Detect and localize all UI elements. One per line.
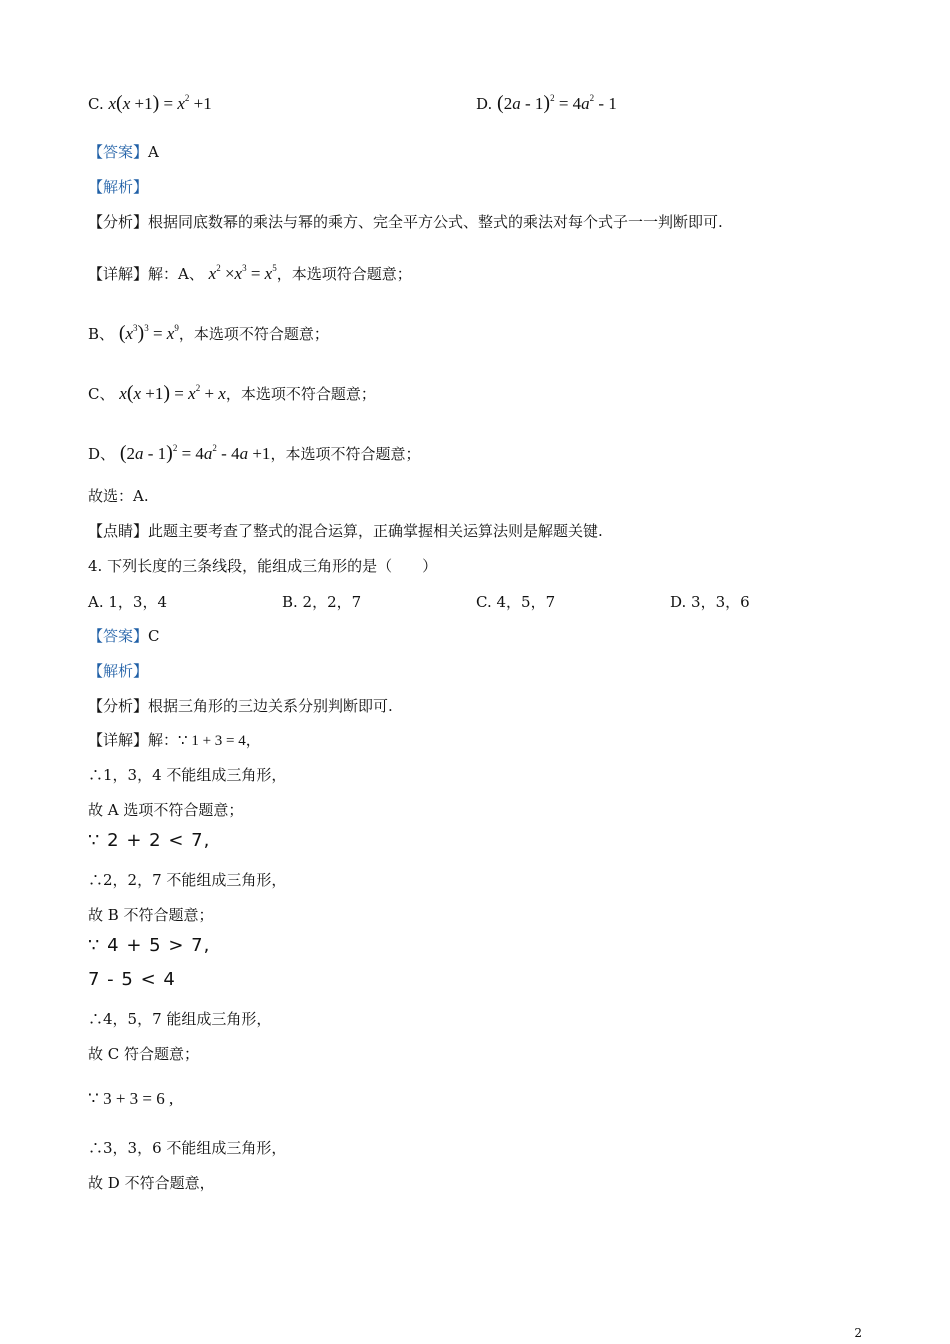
option-c-label: C. xyxy=(88,95,104,113)
q4-option-c: C. 4，5，7 xyxy=(476,593,556,611)
q3-answer xyxy=(88,142,159,162)
step-c-prefix: C、 xyxy=(88,385,115,403)
option-d xyxy=(476,92,617,115)
option-c-expression: $x(x +1) = x^2 +1$ xyxy=(108,92,212,114)
q4-c-verdict: 故 C 符合题意； xyxy=(88,1045,200,1063)
answer-tag: 【答案】 xyxy=(88,143,149,161)
step-b-comment: ，本选项不符合题意； xyxy=(178,325,329,343)
q4-answer xyxy=(88,626,160,646)
q4-eq-c2: 7 - 5 < 4 xyxy=(88,969,176,990)
q4-jiexi-tag: 【解析】 xyxy=(88,662,149,680)
fenxi-text: 根据同底数幂的乘法与幂的乘方、完全平方公式、整式的乘法对每个式子一一判断即可. xyxy=(148,213,723,231)
q3-step-d xyxy=(88,438,420,464)
q4-eq-d: ∵ 3 + 3 = 6 , xyxy=(88,1089,174,1108)
fenxi-tag: 【分析】 xyxy=(88,697,149,715)
q4-eq-b: ∵ 2 + 2 < 7, xyxy=(88,830,211,851)
option-d-label: D. xyxy=(476,95,493,113)
q4-stem: 4. 下列长度的三条线段，能组成三角形的是（ ） xyxy=(88,557,438,575)
q4-a-verdict: 故 A 选项不符合题意； xyxy=(88,801,244,819)
dianjing-text: 此题主要考查了整式的混合运算，正确掌握相关运算法则是解题关键. xyxy=(148,522,603,540)
answer-value: C xyxy=(148,627,160,645)
fenxi-tag: 【分析】 xyxy=(88,213,149,231)
option-d-expression: $(2a - 1)^2 = 4a^2 - 1$ xyxy=(497,92,617,114)
xiangjie-tag: 【详解】 xyxy=(88,265,149,283)
q4-eq-c1: ∵ 4 + 5 > 7, xyxy=(88,935,211,956)
xiangjie-prefix: 解： xyxy=(148,731,179,749)
page-number: 2 xyxy=(854,1326,862,1340)
step-a-expression: $x^2 \times x^3 = x^5$ xyxy=(208,263,277,283)
eq-a: ∵ 1 + 3 = 4 xyxy=(178,733,246,749)
step-b-prefix: B、 xyxy=(88,325,115,343)
step-c-expression: $x(x +1) = x^2 + x$ xyxy=(119,382,226,404)
q4-option-d: D. 3，3，6 xyxy=(670,593,750,611)
q3-step-c xyxy=(88,378,376,404)
q4-b-conclusion: ∴2，2，7 不能组成三角形， xyxy=(88,871,287,889)
step-d-comment: ，本选项不符合题意； xyxy=(270,445,421,463)
q4-option-a: A. 1，3，4 xyxy=(88,593,167,611)
answer-value: A xyxy=(148,143,159,161)
option-c xyxy=(88,92,212,115)
q3-guxuan: 故选：A. xyxy=(88,487,149,505)
q4-b-verdict: 故 B 不符合题意； xyxy=(88,906,214,924)
step-c-comment: ，本选项不符合题意； xyxy=(225,385,376,403)
q4-d-verdict: 故 D 不符合题意， xyxy=(88,1174,215,1192)
eq-a-comma: ， xyxy=(245,731,261,749)
step-d-expression: $(2a - 1)^2 = 4a^2 - 4a +1$ xyxy=(119,442,271,464)
xiangjie-prefix: 解：A、 xyxy=(148,265,204,283)
q3-dianjing xyxy=(88,521,603,541)
q3-jiexi-tag: 【解析】 xyxy=(88,178,149,196)
q4-xiangjie xyxy=(88,730,261,751)
fenxi-text: 根据三角形的三边关系分别判断即可. xyxy=(148,697,393,715)
step-d-prefix: D、 xyxy=(88,445,116,463)
step-b-expression: $(x^3)^3 = x^9$ xyxy=(118,322,179,344)
q4-fenxi xyxy=(88,696,393,716)
q3-fenxi xyxy=(88,212,723,232)
q4-d-conclusion: ∴3，3，6 不能组成三角形， xyxy=(88,1139,287,1157)
xiangjie-tag: 【详解】 xyxy=(88,731,149,749)
q4-c-conclusion: ∴4，5，7 能组成三角形， xyxy=(88,1010,272,1028)
q4-option-b: B. 2，2，7 xyxy=(282,593,362,611)
q3-step-b xyxy=(88,318,329,344)
q3-xiangjie-a xyxy=(88,258,412,284)
step-a-comment: ，本选项符合题意； xyxy=(276,265,412,283)
answer-tag: 【答案】 xyxy=(88,627,149,645)
dianjing-tag: 【点睛】 xyxy=(88,522,149,540)
q4-a-conclusion: ∴1，3，4 不能组成三角形， xyxy=(88,766,287,784)
